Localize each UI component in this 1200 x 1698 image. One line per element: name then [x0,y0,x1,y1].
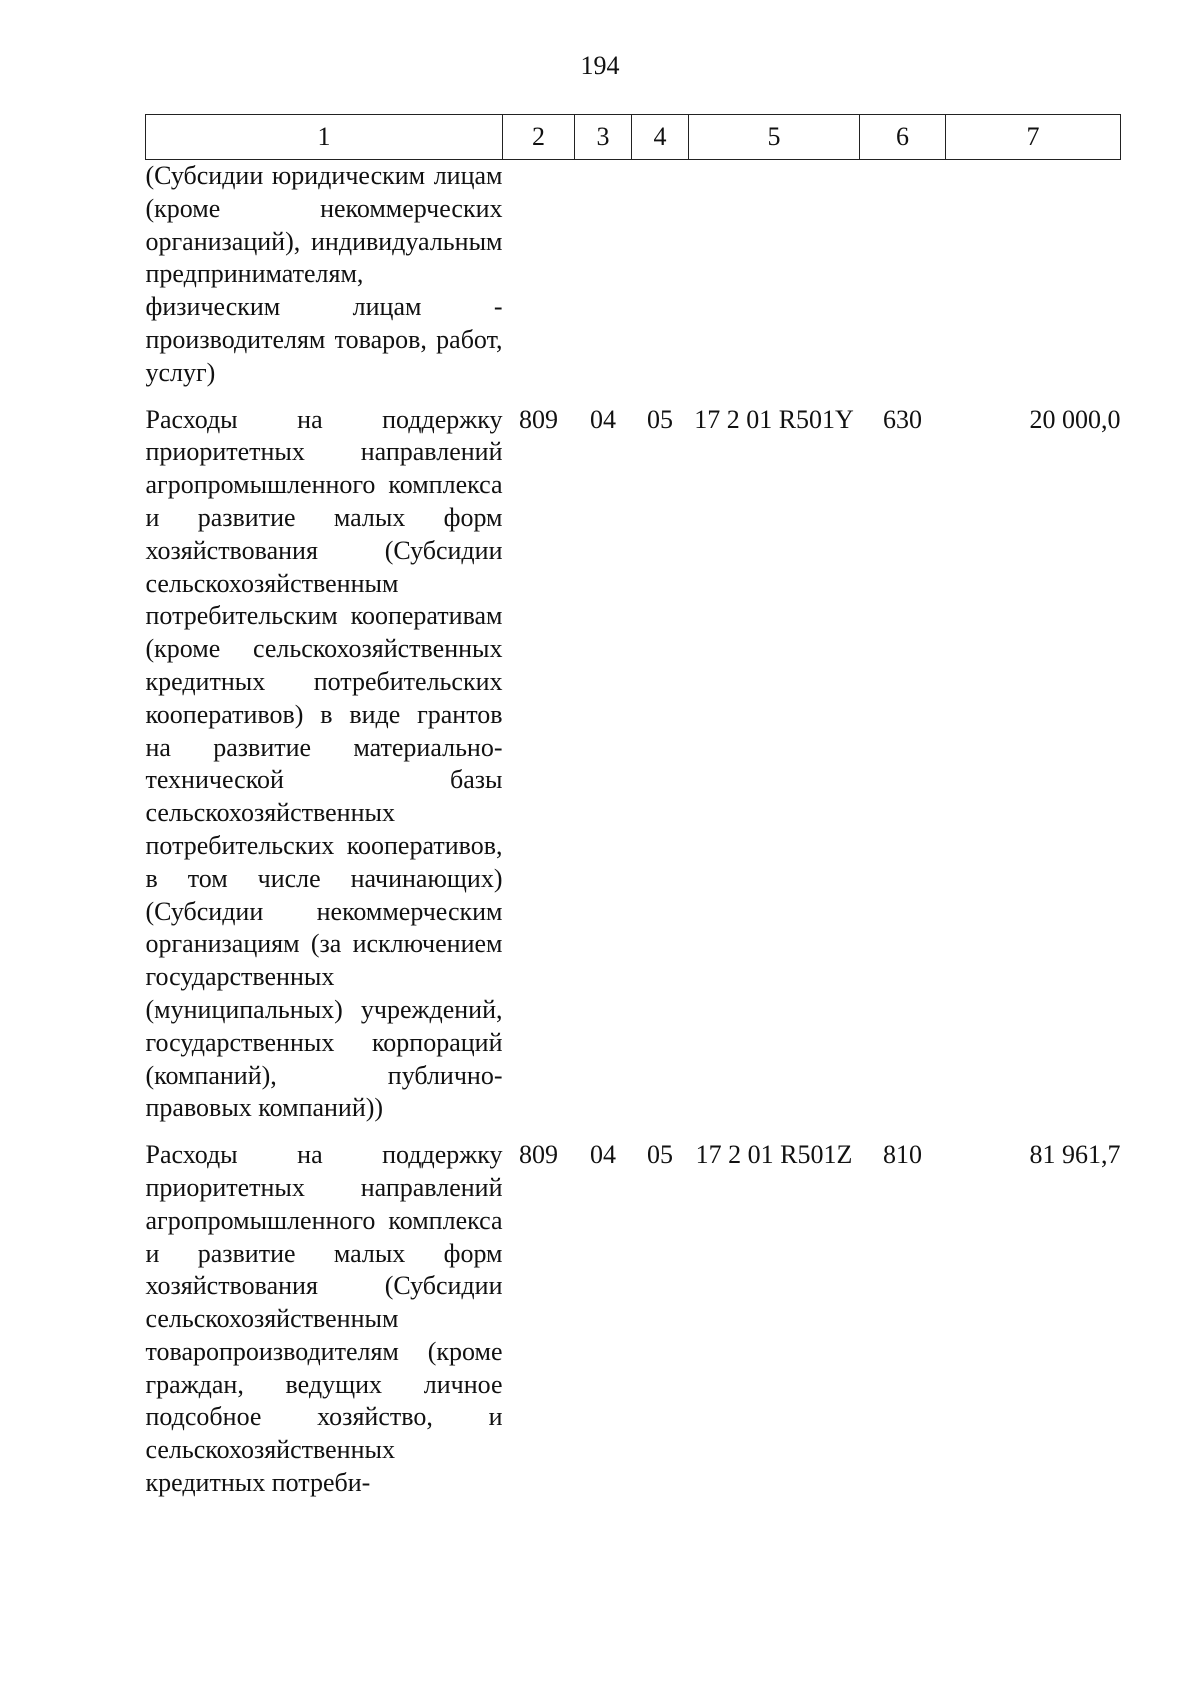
column-header: 4 [632,115,689,160]
page-number: 194 [580,51,620,80]
row-ministry-code: 809 [519,404,558,434]
row-section-code [575,160,632,390]
row-target-article: 17 2 01 R501Y [694,404,854,434]
row-subsection-code [632,160,689,390]
column-header: 3 [575,115,632,160]
row-target-article [689,160,860,390]
column-header: 1 [146,115,503,160]
row-target-article: 17 2 01 R501Z [695,1140,853,1170]
budget-table [145,114,1121,1500]
row-expense-type [860,160,946,390]
row-expense-type: 630 [883,404,922,434]
table-row [146,1125,1121,1500]
row-expense-type: 810 [883,1140,922,1170]
table-header-row [146,115,1121,160]
row-subsection-code: 05 [647,1140,673,1170]
row-subsection-code: 05 [647,404,673,434]
row-section-code: 04 [590,1140,616,1170]
row-amount: 81 961,7 [1029,1140,1121,1170]
column-header: 6 [860,115,946,160]
row-ministry-code: 809 [519,1140,558,1170]
column-header: 2 [503,115,575,160]
row-description: (Субсидии юридическим лицам (кроме некоммерческих организаций), индивидуальным предпринимателям, физическим лицам - производителям товаров, работ, услуг) [145,161,503,387]
table-row [146,390,1121,1126]
row-description: Расходы на поддержку приоритетных направлений агропромышленного комплекса и развитие малых форм хозяйствования (Субсидии сельскохозяйственным товаропроизводителям (кроме граждан, ведущих личное подсобное хозяйство, и сельскохозяйственных кредитных потреби- [145,1140,503,1498]
row-ministry-code [503,160,575,390]
column-header: 5 [689,115,860,160]
row-description: Расходы на поддержку приоритетных направлений агропромышленного комплекса и развитие малых форм хозяйствования (Субсидии сельскохозяйственным потребительским кооперативам (кроме сельскохозяйственных кредитных потребительских кооперативов) в виде грантов на развитие материально-технической базы сельскохозяйственных потребительских кооперативов, в том числе начинающих) (Субсидии некоммерческим организациям (за исключением государственных (муниципальных) учреждений, государственных корпораций (компаний), публично-правовых компаний)) [145,404,503,1123]
row-amount [946,160,1121,390]
column-header: 7 [946,115,1121,160]
row-section-code: 04 [590,404,616,434]
row-amount: 20 000,0 [1029,404,1121,434]
table-row [146,160,1121,390]
